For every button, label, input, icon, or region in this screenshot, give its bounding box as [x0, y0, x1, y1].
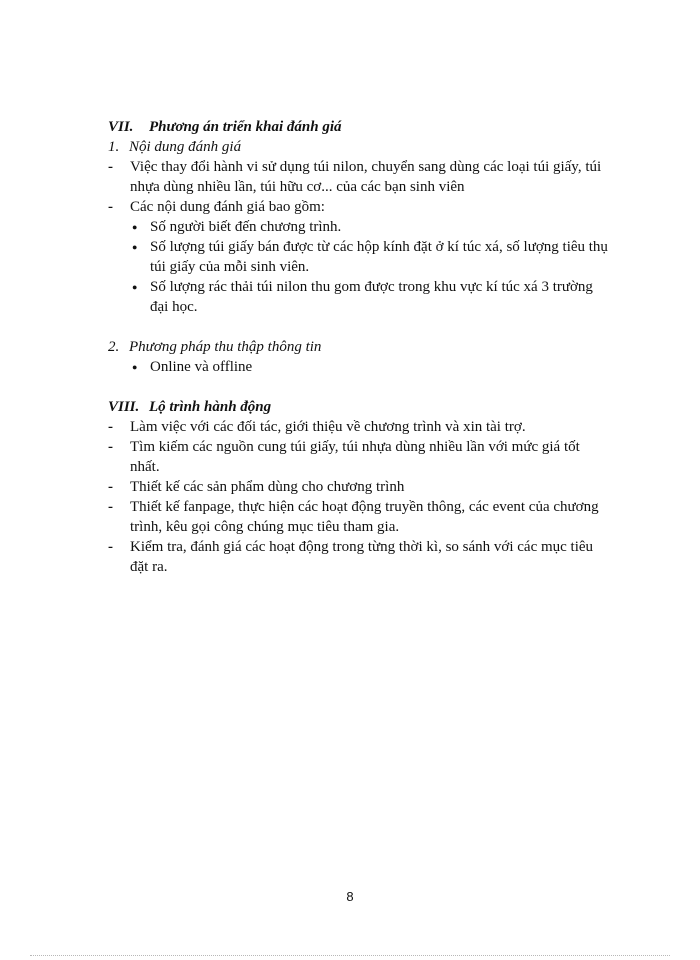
- section-number: VII.: [108, 119, 134, 135]
- section-title: Phương án triển khai đánh giá: [149, 119, 342, 135]
- spacer: [108, 317, 613, 337]
- bullet-item: ● Số lượng rác thải túi nilon thu gom được trong khu vực kí túc xá 3 trường đại học.: [108, 277, 613, 317]
- section-heading-vii: [108, 117, 613, 137]
- bullet-list-evaluation-criteria: [108, 217, 613, 317]
- subheading-data-collection: [108, 337, 613, 357]
- section-number: VIII.: [108, 399, 140, 415]
- dash-list-item: - Làm việc với các đối tác, giới thiệu về chương trình và xin tài trợ.: [108, 417, 613, 437]
- dash-list-item: - Tìm kiếm các nguồn cung túi giấy, túi nhựa dùng nhiều lần với mức giá tốt nhất.: [108, 437, 613, 477]
- bullet-item: ● Số lượng túi giấy bán được từ các hộp kính đặt ở kí túc xá, số lượng tiêu thụ túi giấy của mỗi sinh viên.: [108, 237, 613, 277]
- subheading-title: Nội dung đánh giá: [129, 139, 242, 155]
- page-content: [108, 117, 613, 577]
- bullet-item: ● Online và offline: [108, 357, 613, 377]
- section-title: Lộ trình hành động: [149, 399, 272, 415]
- bullet-item: ● Số người biết đến chương trình.: [108, 217, 613, 237]
- dash-list-item: - Thiết kế các sản phẩm dùng cho chương trình: [108, 477, 613, 497]
- page-bottom-divider: [30, 955, 670, 956]
- subheading-number: 2.: [108, 339, 120, 355]
- subheading-title: Phương pháp thu thập thông tin: [129, 339, 322, 355]
- dash-list-item: - Các nội dung đánh giá bao gồm:: [108, 197, 613, 217]
- dash-list-item: - Việc thay đổi hành vi sử dụng túi nilon, chuyển sang dùng các loại túi giấy, túi nhựa dùng nhiều lần, túi hữu cơ... của các bạn sinh viên: [108, 157, 613, 197]
- dash-list-item: - Thiết kế fanpage, thực hiện các hoạt động truyền thông, các event của chương trình, kêu gọi công chúng mục tiêu tham gia.: [108, 497, 613, 537]
- subheading-number: 1.: [108, 139, 120, 155]
- page-number: 8: [346, 889, 354, 904]
- subheading-content-evaluation: [108, 137, 613, 157]
- spacer: [108, 377, 613, 397]
- dash-list-item: - Kiểm tra, đánh giá các hoạt động trong từng thời kì, so sánh với các mục tiêu đặt ra.: [108, 537, 613, 577]
- section-heading-viii: [108, 397, 613, 417]
- bullet-list-collection-methods: [108, 357, 613, 377]
